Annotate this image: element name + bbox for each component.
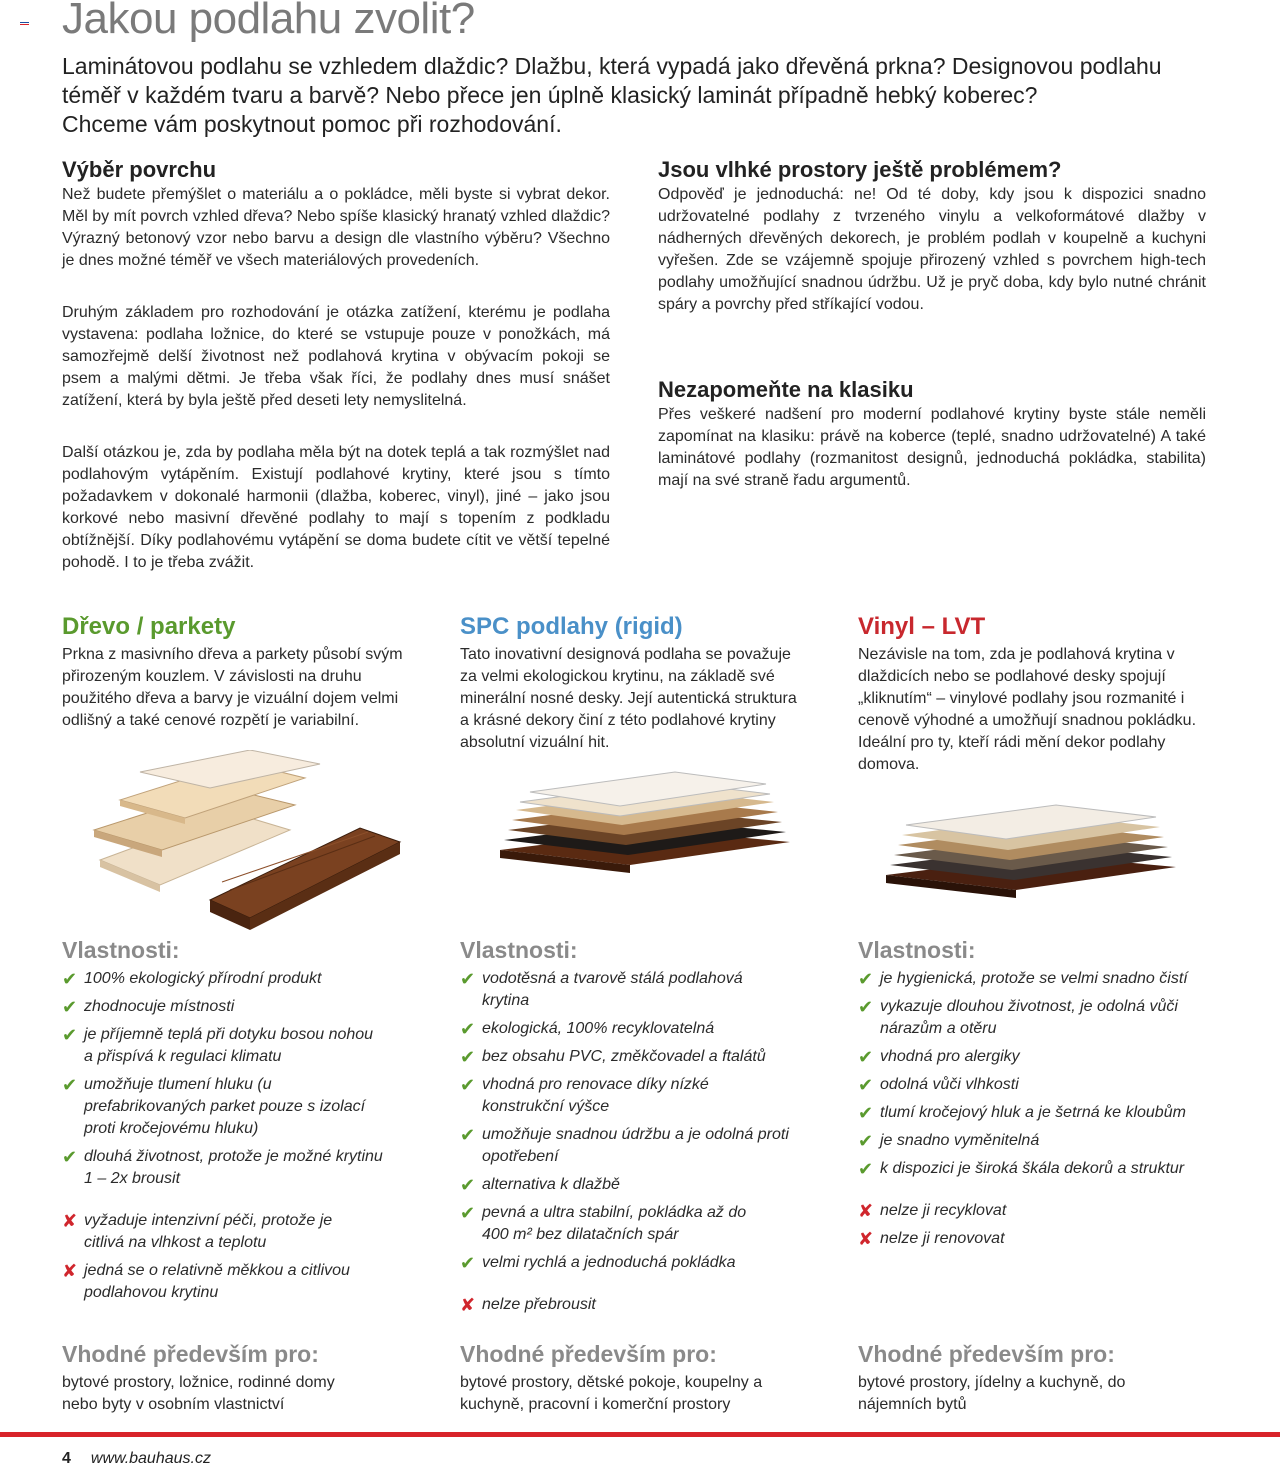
cross-icon: ✘ [460,1295,476,1315]
properties-heading: Vlastnosti: [62,937,180,963]
cons-list [858,1200,1208,1250]
list-item: ✘ nelze přebrousit [460,1295,596,1315]
list-item: ✔ je snadno vyměnitelná [858,1131,1040,1151]
list-item: ✔ umožňuje snadnou údržbu a je odolná proti opotřebení [460,1125,789,1165]
pros-list [460,968,810,1274]
list-item: ✔ pevná a ultra stabilní, pokládka až do 400 m² bez dilatačních spár [460,1203,747,1243]
spc-suitable [460,1340,790,1416]
list-item: ✘ nelze ji renovovat [858,1229,1005,1249]
check-icon: ✔ [858,969,874,989]
properties-heading: Vlastnosti: [460,937,578,963]
check-icon: ✔ [62,969,78,989]
paragraph: Přes veškeré nadšení pro moderní podlahové krytiny byste stále neměli zapomínat na klasiku: právě na koberce (teplé, snadno udržovatelné) A také laminátové podlahy (rozmanitost designů, jednoduchá pokládka, stabilita) mají na své straně řadu argumentů. [658,406,1206,489]
left-column [62,156,610,574]
cross-icon: ✘ [858,1229,874,1249]
list-item: ✔ zhodnocuje místnosti [62,997,235,1017]
paragraph: Odpověď je jednoduchá: ne! Od té doby, kdy jsou k dispozici snadno udržovatelné podlahy z tvrzeného vinylu a velkoformátové dlažby v nádherných dřevěných dekorech, je problém podlah v koupelně a kuchyni vyřešen. Zde se vzájemně spojuje přirozený vzhled s povrchem high-tech podlahy umožňující snadnou údržbu. Už je pryč doba, kdy bylo nutné chránit spáry a povrchy před stříkající vodou. [658,186,1206,313]
list-item: ✔ vykazuje dlouhou životnost, je odolná vůči nárazům a otěru [858,997,1178,1037]
list-item: ✔ alternativa k dlažbě [460,1175,620,1195]
list-item: ✔ je hygienická, protože se velmi snadno čistí [858,969,1188,989]
vinyl-properties [858,936,1208,1256]
list-item: ✔ bez obsahu PVC, změkčovadel a ftalátů [460,1047,766,1067]
right-column [658,156,1206,492]
intro-line: Chceme vám poskytnout pomoc při rozhodování. [62,111,562,137]
section-heading: Výběr povrchu [62,157,217,182]
vinyl-suitable [858,1340,1148,1416]
page-title: Jakou podlahu zvolit? [62,0,475,43]
intro-text [62,52,1202,139]
check-icon: ✔ [460,969,476,989]
pros-list [858,968,1208,1180]
suitable-text: bytové prostory, jídelny a kuchyně, do nájemních bytů [858,1374,1126,1413]
product-title: SPC podlahy (rigid) [460,613,683,640]
list-item: ✔ vhodná pro renovace díky nízké konstrukční výšce [460,1075,709,1115]
cross-icon: ✘ [858,1201,874,1221]
list-item: ✔ vodotěsná a tvarově stálá podlahová krytina [460,969,743,1009]
footer-divider [0,1432,1280,1437]
list-item: ✘ nelze ji recyklovat [858,1201,1007,1221]
check-icon: ✔ [858,1047,874,1067]
list-item: ✔ tlumí kročejový hluk a je šetrná ke kloubům [858,1103,1186,1123]
spc-properties [460,936,810,1322]
suitable-heading: Vhodné především pro: [62,1341,319,1367]
wood-suitable [62,1340,372,1416]
product-description: Tato inovativní designová podlaha se považuje za velmi ekologickou krytinu, na základě své minerální nosné desky. Její autentická struktura a krásné dekory činí z této podlahové krytiny absolutní vizuální hit. [460,646,797,751]
check-icon: ✔ [460,1047,476,1067]
suitable-text: bytové prostory, dětské pokoje, koupelny a kuchyně, pracovní i komerční prostory [460,1374,763,1413]
section-heading: Jsou vlhké prostory ještě problémem? [658,157,1062,182]
product-title: Vinyl – LVT [858,613,986,640]
page-number: 4 [62,1450,71,1467]
wood-properties [62,936,412,1310]
list-item: ✔ je příjemně teplá při dotyku bosou nohou a přispívá k regulaci klimatu [62,1025,374,1065]
wood-planks-illustration [80,750,410,930]
product-vinyl [858,612,1208,776]
cons-list [62,1210,412,1304]
check-icon: ✔ [858,1103,874,1123]
product-title: Dřevo / parkety [62,613,236,640]
check-icon: ✔ [858,997,874,1017]
vinyl-layers-illustration [876,795,1196,915]
product-spc [460,612,810,754]
list-item: ✔ umožňuje tlumení hluku (u prefabrikovaných parket pouze s izolací proti kročejovému hluku) [62,1075,366,1137]
check-icon: ✔ [62,997,78,1017]
list-item: ✔ 100% ekologický přírodní produkt [62,969,322,989]
check-icon: ✔ [460,1125,476,1145]
cross-icon: ✘ [62,1261,78,1281]
list-item: ✘ jedná se o relativně měkkou a citlivou podlahovou krytinu [62,1261,350,1301]
suitable-heading: Vhodné především pro: [460,1341,717,1367]
intro-line: Laminátovou podlahu se vzhledem dlaždic? Dlažbu, která vypadá jako dřevěná prkna? Designovou podlahu [62,53,1162,79]
pros-list [62,968,412,1190]
spc-layers-illustration [490,770,810,890]
check-icon: ✔ [858,1131,874,1151]
check-icon: ✔ [62,1075,78,1095]
cons-list [460,1294,810,1316]
cross-icon: ✘ [62,1211,78,1231]
check-icon: ✔ [858,1159,874,1179]
check-icon: ✔ [858,1075,874,1095]
section-heading: Nezapomeňte na klasiku [658,377,914,402]
list-item: ✔ ekologická, 100% recyklovatelná [460,1019,715,1039]
intro-line: téměř v každém tvaru a barvě? Nebo přece jen úplně klasický laminát případně hebký koberec? [62,82,1038,108]
list-item: ✔ k dispozici je široká škála dekorů a struktur [858,1159,1185,1179]
list-item: ✔ velmi rychlá a jednoduchá pokládka [460,1253,736,1273]
properties-heading: Vlastnosti: [858,937,976,963]
website-link[interactable]: www.bauhaus.cz [90,1450,211,1467]
language-flag-icon [20,20,29,25]
product-description: Nezávisle na tom, zda je podlahová krytina v dlaždicích nebo se podlahové desky spojují „kliknutím“ – vinylové podlahy jsou rozmanité i cenově výhodné a umožňují snadnou pokládku. Ideální pro ty, kteří rádi mění dekor podlahy domova. [858,646,1197,773]
list-item: ✔ odolná vůči vlhkosti [858,1075,1019,1095]
check-icon: ✔ [460,1019,476,1039]
check-icon: ✔ [62,1025,78,1045]
paragraph: Druhým základem pro rozhodování je otázka zatížení, kterému je podlaha vystavena: podlaha ložnice, do které se vstupuje pouze v ponožkách, má samozřejmě delší životnost než podlahová krytina v obývacím pokoji se psem a malými dětmi. Je třeba však říci, že podlahy dnes musí snášet zatížení, která by byla ještě před deseti lety nemyslitelná. [62,304,610,409]
paragraph: Než budete přemýšlet o materiálu a o pokládce, měli byste si vybrat dekor. Měl by mít povrch vzhled dřeva? Nebo spíše klasický hranatý vzhled dlaždic? Výrazný betonový vzor nebo barvu a design dle vlastního výběru? Všechno je dnes možné téměř ve všech materiálových provedeních. [62,186,610,269]
paragraph: Další otázkou je, zda by podlaha měla být na dotek teplá a tak rozmýšlet nad podlahovým vytápěním. Existují podlahové krytiny, které jsou s tímto požadavkem v dokonalé harmonii (dlažba, koberec, vinyl), jiné – jako jsou korkové nebo masivní dřevěné podlahy to mají s topením z podkladu obtížnější. Díky podlahovému vytápění se doma budete cítit ve větší tepelné pohodě. I to je třeba zvážit. [62,444,610,571]
list-item: ✔ vhodná pro alergiky [858,1047,1020,1067]
footer [62,1450,211,1468]
product-description: Prkna z masivního dřeva a parkety působí svým přirozeným kouzlem. V závislosti na druhu použitého dřeva a barvy je vizuální dojem velmi odlišný a také cenové rozpětí je variabilní. [62,646,403,729]
check-icon: ✔ [62,1147,78,1167]
suitable-heading: Vhodné především pro: [858,1341,1115,1367]
check-icon: ✔ [460,1175,476,1195]
check-icon: ✔ [460,1253,476,1273]
suitable-text: bytové prostory, ložnice, rodinné domy nebo byty v osobním vlastnictví [62,1374,335,1413]
check-icon: ✔ [460,1203,476,1223]
list-item: ✘ vyžaduje intenzivní péči, protože je citlivá na vlhkost a teplotu [62,1211,333,1251]
list-item: ✔ dlouhá životnost, protože je možné krytinu 1 – 2x brousit [62,1147,383,1187]
check-icon: ✔ [460,1075,476,1095]
product-wood [62,612,412,732]
